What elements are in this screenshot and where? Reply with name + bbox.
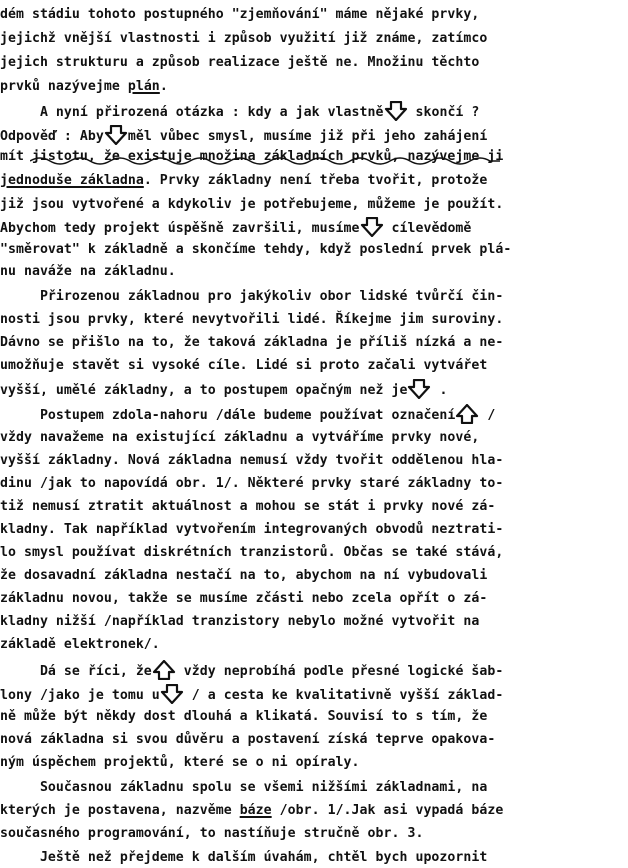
down-arrow-icon [160,684,184,704]
text-line-33: ným úspěchem projektů, které se o ni opíraly. [0,755,360,770]
down-arrow-icon [360,217,384,237]
text-segment: skončí ? [407,105,480,120]
text-line-12: nu naváže na základnu. [0,264,176,279]
text-segment: Postupem zdola-nahoru /dále budeme používat označení [0,408,456,423]
text-segment: Odpověď : Aby [0,129,104,144]
text-segment: . Prvky základny není třeba tvořit, protože [143,173,488,188]
text-line-22: tiž nemusí ztratit aktuálnost a mohou se stát i prvky nové zá- [0,499,496,514]
text-line-15: Dávno se přišlo na to, že taková základna je příliš nízká a ne- [0,335,504,350]
text-segment: /obr. 1/.Jak asi vypadá báze [271,803,504,818]
text-line-7: mít jistotu, že existuje množina základních prvků, nazývejme ji [0,149,504,164]
text-line-6 [0,125,487,147]
down-arrow-icon [384,101,408,121]
text-line-19: vždy navažeme na existující základnu a vytváříme prvky nové, [0,430,480,445]
text-segment: . [431,383,448,398]
text-line-4 [0,77,168,97]
text-line-11: "směrovat" k základně a skončíme tehdy, když poslední prvek plá- [0,242,512,257]
text-line-16: umožňuje stavět si vysoké cíle. Lidé si proto začali vytvářet [0,358,488,373]
text-line-10 [0,217,471,239]
text-line-9: již jsou vytvořené a kdykoliv je potřebujeme, můžeme je použít. [0,197,504,212]
text-line-28: základě elektronek/. [0,637,160,652]
down-arrow-icon [407,379,431,399]
text-line-14: nosti jsou prvky, které nevytvořili lidé. Říkejme jim suroviny. [0,312,504,327]
text-segment: / [479,408,496,423]
text-line-36: současného programování, to nastíňuje stručně obr. 3. [0,826,424,841]
text-line-32: nová základna si svou důvěru a postavení získá teprve opakova- [0,732,496,747]
text-line-13: Přirozenou základnou pro jakýkoliv obor lidské tvůrčí čin- [0,289,504,304]
text-segment: / a cesta ke kvalitativně vyšší základ- [183,688,504,703]
up-arrow-icon [455,404,479,424]
text-line-21: dinu /jak to napovídá obr. 1/. Některé prvky staré základny to- [0,476,504,491]
text-line-17 [0,379,447,401]
down-arrow-icon [104,125,128,145]
text-line-30 [0,684,503,706]
text-segment: lony /jako je tomu u [0,688,160,703]
text-line-37: Ještě než přejdeme k dalším úvahám, chtěl bych upozornit [0,850,488,865]
text-line-27: kladny nižší /například tranzistory nebylo možné vytvořit na [0,614,480,629]
text-line-2: jejichž vnější vlastnosti i způsob využití již známe, zatímco [0,31,488,46]
term-baze: báze [239,803,272,818]
text-line-34: Současnou základnu spolu se všemi nižšími základnami, na [0,780,488,795]
text-segment: Abychom tedy projekt úspěšně završili, musíme [0,221,360,236]
text-line-20: vyšší základny. Nová základna nemusí vždy tvořit oddělenou hla- [0,453,504,468]
text-line-23: kladny. Tak například vytvořením integrovaných obvodů neztrati- [0,522,504,537]
text-segment: . [159,79,168,94]
text-segment: A nyní přirozená otázka : kdy a jak vlastně [0,105,384,120]
text-line-35 [0,801,503,821]
text-line-26: základnu novou, takže se musíme zčásti nebo zcela opřít o zá- [0,591,488,606]
text-segment: měl vůbec smysl, musíme již při jeho zahájení [127,129,488,144]
text-segment: cílevědomě [383,221,472,236]
text-line-8 [0,171,487,191]
text-line-3: jejich strukturu a způsob realizace ještě ne. Množinu těchto [0,55,480,70]
text-line-5 [0,101,479,123]
text-line-25: že dosavadní základna nestačí na to, abychom na ní vybudovali [0,568,488,583]
term-zakladna: jednoduše základna [0,173,144,188]
term-plan: plán [127,79,160,94]
text-segment: Dá se říci, že [0,664,152,679]
squiggle-underline [30,153,500,167]
text-segment: kterých je postavena, nazvěme [0,803,240,818]
up-arrow-icon [152,660,176,680]
text-line-1: dém stádiu tohoto postupného "zjemňování" máme nějaké prvky, [0,7,480,22]
text-segment: vždy neprobíhá podle přesné logické šab- [175,664,504,679]
text-segment: vyšší, umělé základny, a to postupem opačným než je [0,383,408,398]
text-line-18 [0,404,495,426]
text-line-24: lo smysl používat diskrétních tranzistorů. Občas se také stává, [0,545,504,560]
text-line-31: ně může být někdy dost dlouhá a klikatá. Souvisí to s tím, že [0,709,488,724]
text-segment: prvků nazývejme [0,79,128,94]
text-line-29 [0,660,503,682]
